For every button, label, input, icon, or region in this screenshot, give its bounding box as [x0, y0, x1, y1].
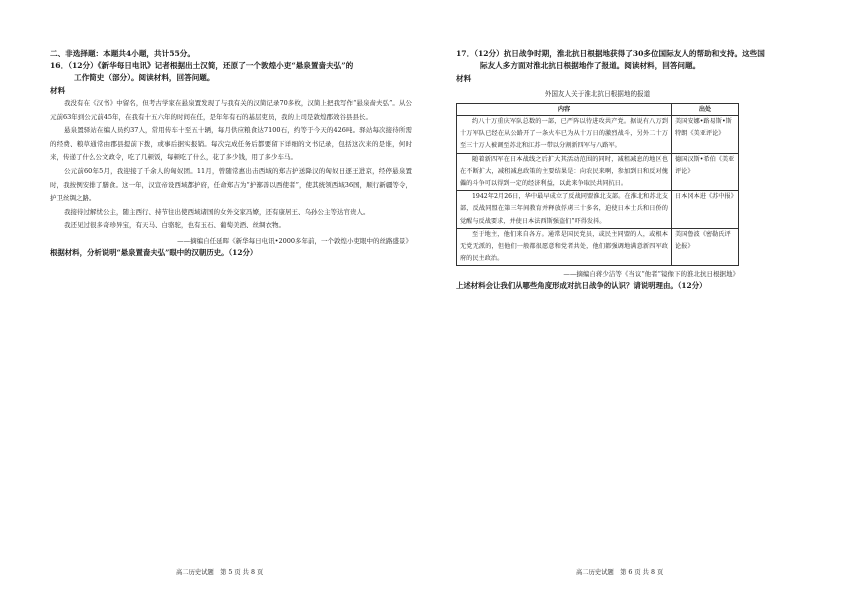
question-17-instruction: 上述材料会让我们从哪些角度形成对抗日战争的认识？请说明理由。（12分）	[456, 281, 707, 291]
table-row	[457, 228, 739, 266]
section-heading: 二、非选择题：本题共4小题，共计55分。	[50, 49, 195, 58]
page-footer-right: 高二历史试题 第 6 页 共 8 页	[576, 569, 664, 576]
report-content-cell: 1942年2月26日，华中最早成立了反战同盟淮北支部。在淮北和苏北支部，反战同盟在第三年间教育并释放俘虏三十多名，迫使日本士兵和日侨的觉醒与反战要求，并使日本法西斯强盗们”吓得发抖。	[457, 191, 672, 229]
page-footer-left: 高二历史试题 第 5 页 共 8 页	[176, 569, 264, 576]
table-row	[457, 153, 739, 191]
table-header-row	[457, 104, 739, 116]
material-source: ——摘编自蒋少洁等《当议“他者”镜像下的淮北抗日根据地》	[563, 270, 739, 279]
column-header-source: 出处	[672, 104, 739, 116]
table-title: 外国友人关于淮北抗日根据地的报道	[544, 90, 651, 98]
question-17-line-1: 17．（12分）抗日战争时期，淮北抗日根据地获得了30多位国际友人的帮助和支持。这些国	[456, 49, 765, 58]
report-source-cell: 德国汉斯•希伯《美亚评论》	[672, 153, 739, 191]
material-paragraph: 我还见过很多奇珍异宝，有天马、白骆驼，也有玉石、葡萄美酒、丝绸衣物。	[64, 221, 285, 230]
question-16-line-2: 工作简史（部分）。阅读材料，回答问题。	[74, 73, 215, 82]
material-label: 材料	[50, 86, 66, 95]
material-paragraph: 公元前60年5月，我迎接了千余人的匈奴团。11月，曾随常惠出击西域的郑吉护送降汉的匈奴日逐王进京，经停悬泉置时，我按例安排了膳食。这一年，汉宣帝设西域都护府，任命郑吉为“护鄯善以西使者”，使其统领西域36国，顺行新疆等令，护卫丝绸之路。	[50, 166, 412, 203]
report-source-cell: 日本冈本进《苏中报》	[672, 191, 739, 229]
report-content-cell: 约八十万重庆军队总数的一部，已严阵以待进攻共产党。据说有八万到十万军队已经在从公路开了一条火车已为从十万日的激烈战斗，另外二十万至三十万人被调至苏北和江苏一带以分割新四军与八路军。	[457, 116, 672, 154]
report-source-cell: 美国鲁波《密勒氏评论报》	[672, 228, 739, 266]
table-row	[457, 116, 739, 154]
right-page	[430, 0, 860, 608]
report-content-cell: 至于地主，他们来自各方。通常是国民党员，或民主同盟的人，或根本无党无派的，但他们一般都很愿意和党者共处，他们都强调地满意新四军政府的民主政治。	[457, 228, 672, 266]
report-table	[456, 103, 739, 266]
material-paragraph: 我接待过解忧公主，随主西行、持节往出使西域诸国的女外交家冯嫽，还有康居王、乌孙公主等达官贵人。	[64, 207, 370, 216]
material-source: ——摘编自任延晖《新华每日电讯•2000多年前，一个敦煌小吏眼中的丝路盛景》	[177, 236, 412, 245]
report-source-cell: 美国安娜•路易斯•斯特朗《美亚评论》	[672, 116, 739, 154]
material-label: 材料	[456, 74, 472, 83]
question-16-instruction: 根据材料，分析说明“悬泉置啬夫弘”眼中的汉朝历史。（12分）	[50, 247, 258, 257]
material-paragraph: 悬泉置驿站在编人员约37人，常用传车十至五十辆，每月供应粮食达7100石，约等于今天的426吨。驿站每次接待所需的经费、粮草通常由郡县提前下拨，或事后据实报销。每次完成任务后都要留下详细的文书记录，包括这次来的是谁，何时来，传递了什么公文政令，吃了几顿饭，每顿吃了什么，花了多少钱，用了多少车马。	[50, 126, 412, 162]
column-header-content: 内容	[457, 104, 672, 116]
question-16-line-1: 16．（12分）《新华每日电讯》记者根据出土汉简，还原了一个敦煌小吏“悬泉置啬夫弘”的	[50, 61, 354, 70]
question-17-line-2: 际友人多方面对淮北抗日根据地作了报道。阅读材料，回答问题。	[480, 61, 701, 70]
table-row	[457, 191, 739, 229]
report-content-cell: 随着新四军在日本战线之后扩大其活动范围的同时，减租减息的地区也在不断扩大，减租减息政策的主要结果是：向农民来啊，参加到日和反对傀儡的斗争可以得到一定的经济利益，以此来争取民共同抗日。	[457, 153, 672, 191]
material-paragraph: 我没有在《汉书》中留名，但考古学家在悬泉置发现了与我有关的汉简记录70多枚，汉简上把我写作“悬泉啬夫弘”。从公元前63年到公元前45年，在我有十五六年的时间在任，是年年有石的基层吏员，我的上司是敦煌郡效谷县县长。	[50, 99, 412, 121]
